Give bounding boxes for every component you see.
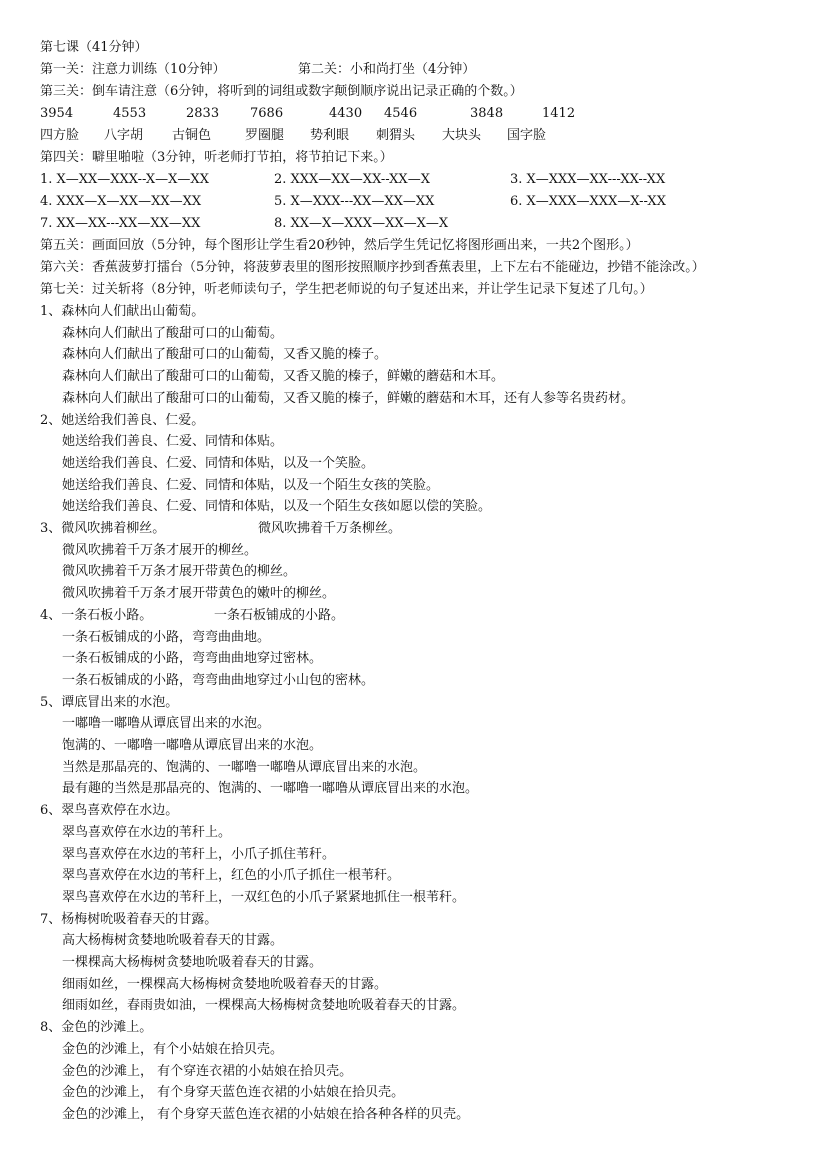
sentence-group-head-extra: 一条石板铺成的小路。 [214,607,345,623]
sentence-line: 金色的沙滩上， 有个身穿天蓝色连衣裙的小姑娘在拾贝壳。 [62,1085,405,1101]
number-item: 3848 [470,106,504,121]
word-item: 势利眼 [310,128,350,143]
sentence-line: 饱满的、一嘟噜一嘟噜从谭底冒出来的水泡。 [62,738,323,753]
sentence-line: 她送给我们善良、仁爱、同情和体贴。 [62,434,284,450]
sentence-line: 细雨如丝，一棵棵高大杨梅树贪婪地吮吸着春天的甘露。 [62,976,388,992]
sentence-line: 她送给我们善良、仁爱、同情和体贴，以及一个笑脸。 [62,455,375,471]
sentence-line: 一条石板铺成的小路，弯弯曲曲地穿过小山包的密林。 [62,672,375,688]
word-item: 国字脸 [507,128,547,143]
number-item: 3954 [40,106,74,121]
sentence-group-head: 4、一条石板小路。 [40,607,153,623]
level-6: 第六关：香蕉菠萝打擂台（5分钟，将菠萝表里的图形按照顺序抄到香蕉表里，上下左右不能碰边，抄错不能涂改。） [40,260,705,275]
number-item: 4553 [113,106,147,121]
rhythm-item: 1. X—XX—XXX--X—X—XX [40,172,209,187]
word-item: 古铜色 [172,128,212,143]
sentence-group-head: 2、她送给我们善良、仁爱。 [40,412,205,428]
sentence-line: 金色的沙滩上， 有个穿连衣裙的小姑娘在拾贝壳。 [62,1063,353,1079]
number-item: 4546 [384,106,418,121]
sentence-group-head: 3、微风吹拂着柳丝。 [40,521,166,536]
sentence-line: 翠鸟喜欢停在水边的苇秆上，小爪子抓住苇秆。 [62,846,336,862]
sentence-line: 细雨如丝，春雨贵如油，一棵棵高大杨梅树贪婪地吮吸着春天的甘露。 [62,998,466,1014]
number-item: 1412 [542,106,576,121]
rhythm-item: 3. X—XXX—XX---XX--XX [510,172,666,187]
sentence-line: 最有趣的当然是那晶亮的、饱满的、一嘟噜一嘟噜从谭底冒出来的水泡。 [62,781,479,797]
level-4: 第四关：噼里啪啦（3分钟，听老师打节拍，将节拍记下来。） [40,150,393,165]
sentence-line: 微风吹拂着千万条才展开带黄色的嫩叶的柳丝。 [62,586,336,602]
rhythm-item: 6. X—XXX—XXX—X--XX [510,194,666,209]
rhythm-item: 4. XXX—X—XX—XX—XX [40,194,202,209]
sentence-line: 森林向人们献出了酸甜可口的山葡萄，又香又脆的榛子。 [62,347,388,363]
rhythm-item: 5. X—XXX---XX—XX—XX [274,194,435,209]
sentence-line: 一条石板铺成的小路，弯弯曲曲地。 [62,629,271,645]
word-item: 四方脸 [40,128,80,143]
sentence-group-head-extra: 微风吹拂着千万条柳丝。 [258,521,402,536]
sentence-group-head: 8、金色的沙滩上。 [40,1020,153,1036]
sentence-line: 翠鸟喜欢停在水边的苇秆上，一双红色的小爪子紧紧地抓住一根苇秆。 [62,889,466,905]
sentence-group-head: 6、翠鸟喜欢停在水边。 [40,803,179,819]
sentence-group-head: 7、杨梅树吮吸着春天的甘露。 [40,911,218,927]
sentence-line: 一嘟噜一嘟噜从谭底冒出来的水泡。 [62,716,271,732]
sentence-line: 微风吹拂着千万条才展开带黄色的柳丝。 [62,564,297,580]
sentence-line: 微风吹拂着千万条才展开的柳丝。 [62,542,258,558]
lesson-title: 第七课（41分钟） [40,40,148,55]
level-2: 第二关：小和尚打坐（4分钟） [298,62,476,77]
sentence-line: 她送给我们善良、仁爱、同情和体贴，以及一个陌生女孩如愿以偿的笑脸。 [62,499,492,515]
sentence-line: 森林向人们献出了酸甜可口的山葡萄，又香又脆的榛子，鲜嫩的蘑菇和木耳，还有人参等名贵药材。 [62,390,635,406]
word-item: 刺猬头 [376,128,416,143]
sentence-line: 一棵棵高大杨梅树贪婪地吮吸着春天的甘露。 [62,955,323,970]
level-7: 第七关：过关斩将（8分钟，听老师读句子，学生把老师说的句子复述出来，并让学生记录下复述了几句。） [40,282,653,297]
word-item: 罗圈腿 [245,128,285,143]
sentence-group-head: 1、森林向人们献出山葡萄。 [40,304,205,319]
number-item: 4430 [329,106,363,121]
word-item: 八字胡 [104,128,144,143]
sentence-line: 森林向人们献出了酸甜可口的山葡萄，又香又脆的榛子，鲜嫩的蘑菇和木耳。 [62,369,505,385]
sentence-line: 她送给我们善良、仁爱、同情和体贴，以及一个陌生女孩的笑脸。 [62,477,440,493]
rhythm-item: 7. XX—XX---XX—XX—XX [40,216,201,231]
rhythm-item: 8. XX—X—XXX—XX—X—X [274,216,449,231]
sentence-line: 金色的沙滩上， 有个身穿天蓝色连衣裙的小姑娘在拾各种各样的贝壳。 [62,1106,470,1122]
rhythm-item: 2. XXX—XX—XX--XX—X [274,172,430,187]
sentence-line: 森林向人们献出了酸甜可口的山葡萄。 [62,325,284,341]
number-item: 2833 [186,106,220,121]
sentence-line: 高大杨梅树贪婪地吮吸着春天的甘露。 [62,933,284,949]
sentence-line: 一条石板铺成的小路，弯弯曲曲地穿过密林。 [62,651,323,667]
number-item: 7686 [250,106,284,121]
sentence-line: 当然是那晶亮的、饱满的、一嘟噜一嘟噜从谭底冒出来的水泡。 [62,759,427,775]
word-item: 大块头 [442,128,482,143]
level-1: 第一关：注意力训练（10分钟） [40,62,226,77]
sentence-line: 翠鸟喜欢停在水边的苇秆上。 [62,824,232,840]
sentence-line: 翠鸟喜欢停在水边的苇秆上，红色的小爪子抓住一根苇秆。 [62,868,401,884]
level-5: 第五关：画面回放（5分钟，每个图形让学生看20秒钟，然后学生凭记忆将图形画出来，一共2个图形。） [40,238,639,253]
sentence-line: 金色的沙滩上，有个小姑娘在拾贝壳。 [62,1041,284,1057]
sentence-group-head: 5、谭底冒出来的水泡。 [40,694,179,710]
level-3: 第三关：倒车请注意（6分钟，将听到的词组或数字颠倒顺序说出记录正确的个数。） [40,84,523,99]
